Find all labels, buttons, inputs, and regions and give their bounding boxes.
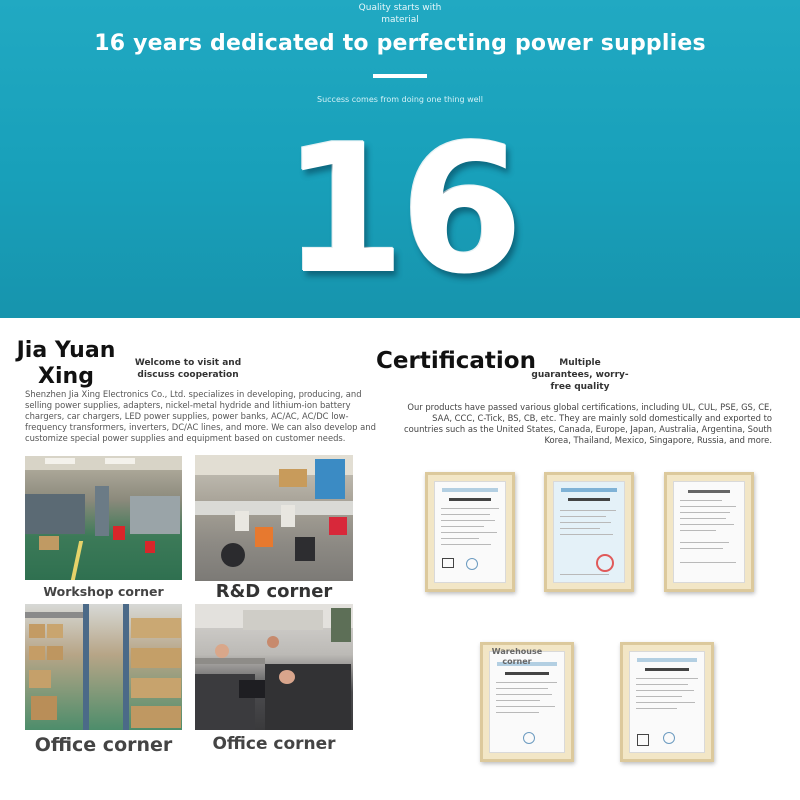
photo-caption-rnd: R&D corner: [215, 581, 333, 602]
workshop-photo: [25, 456, 182, 580]
hero-banner: [0, 0, 800, 318]
photo-caption-workshop: Workshop corner: [43, 584, 164, 599]
certificate-document: [673, 481, 745, 583]
office-photo-1: [25, 604, 182, 730]
photo-caption-office-1: Office corner: [34, 734, 173, 756]
hero-number: 16: [282, 106, 518, 313]
certificate-frame: [425, 472, 515, 592]
certification-title: Certification: [376, 348, 536, 374]
hero-title: 16 years dedicated to perfecting power supplies: [94, 31, 706, 56]
certification-tagline: Multiple guarantees, worry-free quality: [531, 358, 629, 392]
hero-subtitle: Success comes from doing one thing well: [317, 95, 483, 104]
certificate-document: [434, 481, 506, 583]
hero-divider: [373, 74, 427, 78]
warehouse-label: Warehouse corner: [491, 647, 543, 666]
welcome-text: Welcome to visit and discuss cooperation: [134, 358, 242, 380]
photo-caption-office-2: Office corner: [212, 734, 336, 754]
certificate-frame: [544, 472, 634, 592]
hero-tagline: Quality starts with material: [358, 3, 442, 25]
certificate-document: [553, 481, 625, 583]
certificate-frame: [664, 472, 754, 592]
office-photo-2: [195, 604, 353, 730]
certificate-document: [629, 651, 705, 753]
company-name: Jia Yuan Xing: [16, 338, 116, 389]
company-intro: Shenzhen Jia Xing Electronics Co., Ltd. specializes in developing, producing, and selling power supplies, adapters, nickel-metal hydride and lithium-ion battery chargers, car chargers, LED power supplies, power banks, AC/AC, AC/DC low-frequency transformers, inverters, DC/AC lines, and more. We can also develop and customize special power supplies and equipment based on customer needs.: [25, 389, 376, 443]
certificate-frame: [620, 642, 714, 762]
certification-description: Our products have passed various global certifications, including UL, CUL, PSE, GS, CE, SAA, CCC, C-Tick, BS, CB, etc. They are mainly sold domestically and exported to countries such as the United States, Canada, Europe, Japan, Australia, Argentina, South Korea, Thailand, Mexico, Singapore, Russia, and more.: [404, 402, 772, 445]
rnd-photo: [195, 455, 353, 581]
